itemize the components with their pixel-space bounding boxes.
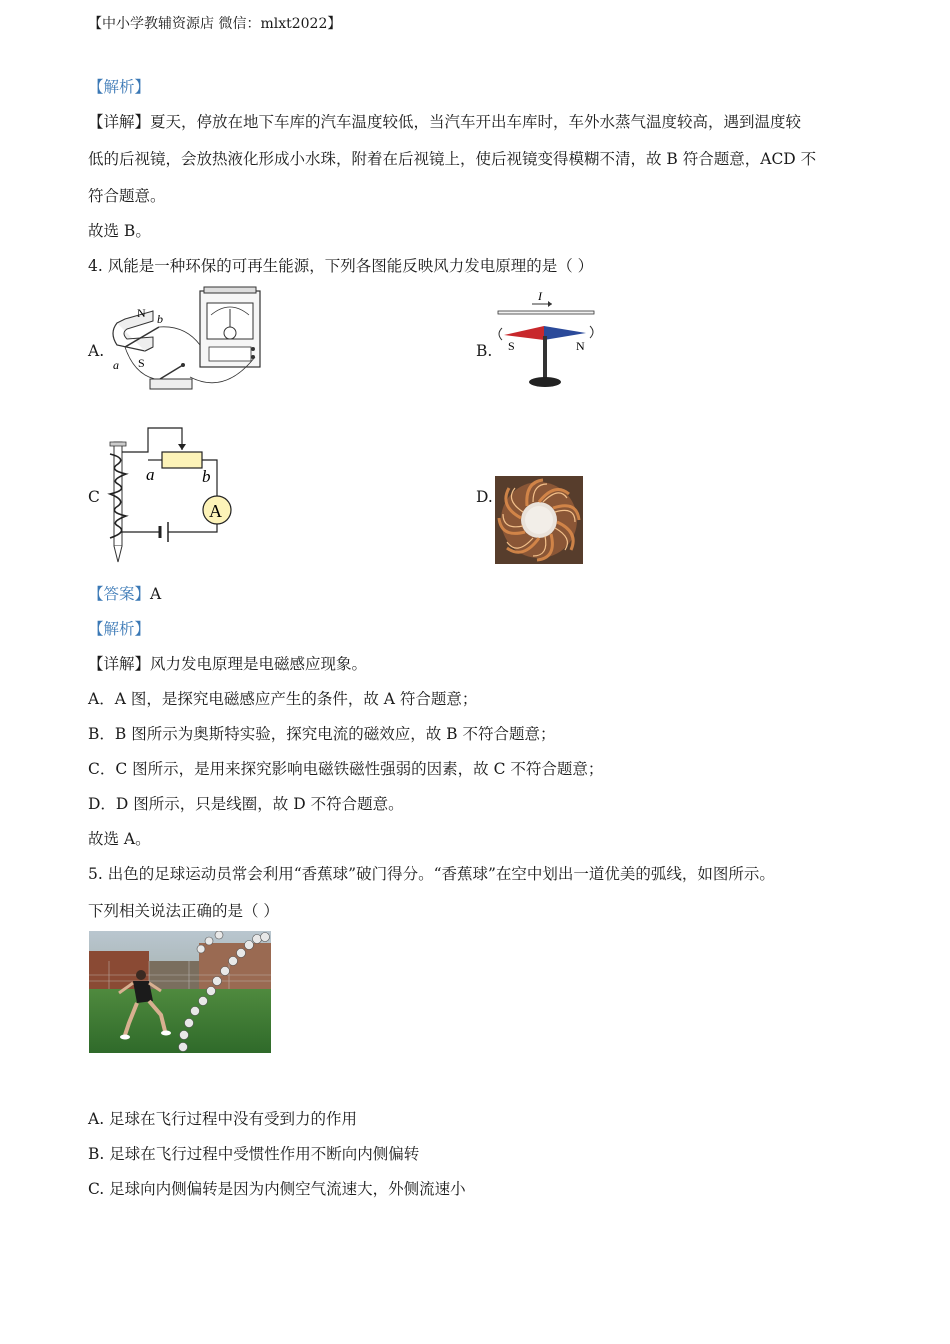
q5-banana-kick-photo <box>89 931 271 1053</box>
q3-detail-line3: 符合题意。 <box>88 187 166 205</box>
q4-answer-value: A <box>150 585 162 603</box>
q4-stem: 4. 风能是一种环保的可再生能源，下列各图能反映风力发电原理的是（ ） <box>88 257 594 275</box>
fig-b-south-label: S <box>508 339 515 353</box>
q4-figure-a-induction-apparatus <box>105 285 270 395</box>
fig-b-current-label: I <box>538 289 542 303</box>
q4-figure-d-coil-photo <box>495 476 583 564</box>
q3-analysis-tag: 【解析】 <box>88 78 151 96</box>
q4-answer-tag: 【答案】 <box>88 585 151 603</box>
fig-b-north-label: N <box>576 339 585 353</box>
fig-c-b-label: b <box>202 467 211 486</box>
q4-option-a-label: A. <box>88 342 105 360</box>
q3-choice: 故选 B。 <box>88 222 151 240</box>
page-header: 【中小学教辅资源店 微信：mlxt2022】 <box>88 16 342 32</box>
q5-stem-line2: 下列相关说法正确的是（ ） <box>88 902 279 920</box>
fig-c-a-label: a <box>146 465 155 484</box>
q4-explain-a: A．A 图，是探究电磁感应产生的条件，故 A 符合题意； <box>88 690 478 708</box>
q4-detail: 【详解】风力发电原理是电磁感应现象。 <box>88 655 368 673</box>
q4-figure-b-oersted <box>494 288 604 393</box>
q5-option-c: C. 足球向内侧偏转是因为内侧空气流速大，外侧流速小 <box>88 1180 466 1198</box>
q4-analysis-tag: 【解析】 <box>88 620 151 638</box>
fig-a-north-label: N <box>137 306 146 320</box>
q4-option-c-label: C <box>88 488 100 506</box>
fig-a-b-label: b <box>157 312 163 326</box>
fig-a-south-label: S <box>138 356 145 370</box>
q5-option-b: B. 足球在飞行过程中受惯性作用不断向内侧偏转 <box>88 1145 420 1163</box>
fig-a-a-label: a <box>113 358 119 372</box>
q4-explain-b: B．B 图所示为奥斯特实验，探究电流的磁效应，故 B 不符合题意； <box>88 725 556 743</box>
q5-stem-line1: 5. 出色的足球运动员常会利用“香蕉球”破门得分。“香蕉球”在空中划出一道优美的弧线，如图所示。 <box>88 865 775 883</box>
fig-c-ammeter-label: A <box>209 501 222 521</box>
q5-option-a: A. 足球在飞行过程中没有受到力的作用 <box>88 1110 358 1128</box>
q4-figure-c-electromagnet <box>100 422 240 564</box>
q4-answer-row <box>88 584 161 604</box>
q4-explain-c: C．C 图所示，是用来探究影响电磁铁磁性强弱的因素，故 C 不符合题意； <box>88 760 604 778</box>
q4-option-d-label: D. <box>476 488 493 506</box>
q4-option-b-label: B. <box>476 342 493 360</box>
q4-explain-d: D．D 图所示，只是线圈，故 D 不符合题意。 <box>88 795 404 813</box>
q3-detail-line2: 低的后视镜，会放热液化形成小水珠，附着在后视镜上，使后视镜变得模糊不清，故 B 符合题意，ACD 不 <box>88 150 817 168</box>
q4-choice: 故选 A。 <box>88 830 151 848</box>
q3-detail-line1: 【详解】夏天，停放在地下车库的汽车温度较低，当汽车开出车库时，车外水蒸气温度较高，遇到温度较 <box>88 113 802 131</box>
